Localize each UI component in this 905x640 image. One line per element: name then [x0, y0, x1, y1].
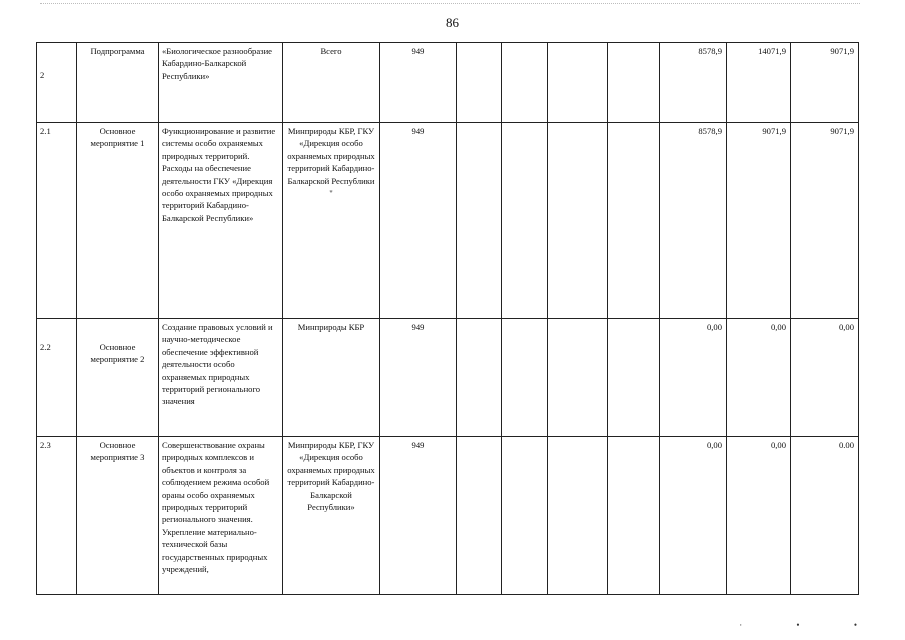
empty-cell — [502, 437, 548, 595]
table-row — [37, 319, 859, 437]
value-cell-2: 14071,9 — [727, 43, 791, 123]
top-scan-line — [40, 3, 860, 4]
empty-cell — [502, 43, 548, 123]
row-code-cell: 949 — [380, 123, 457, 319]
value-cell-3: 0.00 — [791, 437, 859, 595]
empty-cell — [548, 123, 608, 319]
row-code-cell: 949 — [380, 43, 457, 123]
row-number-cell: 2 — [37, 43, 77, 123]
empty-cell — [457, 437, 502, 595]
value-cell-3: 9071,9 — [791, 123, 859, 319]
row-code-cell: 949 — [380, 437, 457, 595]
empty-cell — [457, 319, 502, 437]
row-number-cell: 2.2 — [37, 319, 77, 437]
empty-cell — [457, 43, 502, 123]
row-executor-cell: Минприроды КБР, ГКУ «Дирекция особо охраняемых природных территорий Кабардино-Балкарской Республики» — [283, 437, 380, 595]
row-type-cell: Основное мероприятие 2 — [77, 319, 159, 437]
scan-marks: · • • — [739, 620, 883, 630]
value-cell-1: 8578,9 — [660, 43, 727, 123]
empty-cell — [548, 437, 608, 595]
row-executor-cell: Всего — [283, 43, 380, 123]
row-type-cell: Подпрограмма — [77, 43, 159, 123]
value-cell-3: 0,00 — [791, 319, 859, 437]
empty-cell — [548, 319, 608, 437]
row-type-cell: Основное мероприятие 1 — [77, 123, 159, 319]
empty-cell — [608, 123, 660, 319]
row-number-cell: 2.3 — [37, 437, 77, 595]
table-row — [37, 43, 859, 123]
row-name-cell: Создание правовых условий и научно-методическое обеспечение эффективной деятельности особо охраняемых природных территорий регионального значения — [159, 319, 283, 437]
row-name-cell: «Биологическое разнообразие Кабардино-Балкарской Республики» — [159, 43, 283, 123]
row-number-cell: 2.1 — [37, 123, 77, 319]
empty-cell — [608, 43, 660, 123]
table-row — [37, 123, 859, 319]
value-cell-2: 9071,9 — [727, 123, 791, 319]
row-name-cell: Совершенствование охраны природных комплексов и объектов и контроля за соблюдением режима особой орaны особо охраняемых природных территорий регионального значения. Укрепление материально-технической базы государственных природных учреждений, — [159, 437, 283, 595]
empty-cell — [548, 43, 608, 123]
row-name-cell: Функционирование и развитие системы особо охраняемых природных территорий. Расходы на обеспечение деятельности ГКУ «Дирекция особо охраняемых природных территорий Кабардино-Балкарской Республики» — [159, 123, 283, 319]
value-cell-1: 0,00 — [660, 319, 727, 437]
empty-cell — [608, 437, 660, 595]
row-code-cell: 949 — [380, 319, 457, 437]
empty-cell — [457, 123, 502, 319]
row-executor-cell: Минприроды КБР, ГКУ «Дирекция особо охраняемых природных территорий Кабардино-Балкарской Республики " — [283, 123, 380, 319]
row-type-cell: Основное мероприятие 3 — [77, 437, 159, 595]
value-cell-3: 9071,9 — [791, 43, 859, 123]
empty-cell — [608, 319, 660, 437]
value-cell-1: 0,00 — [660, 437, 727, 595]
empty-cell — [502, 319, 548, 437]
value-cell-2: 0,00 — [727, 319, 791, 437]
page-number: 86 — [446, 15, 459, 30]
row-executor-cell: Минприроды КБР — [283, 319, 380, 437]
program-table — [36, 42, 859, 595]
table-row — [37, 437, 859, 595]
value-cell-2: 0,00 — [727, 437, 791, 595]
value-cell-1: 8578,9 — [660, 123, 727, 319]
empty-cell — [502, 123, 548, 319]
